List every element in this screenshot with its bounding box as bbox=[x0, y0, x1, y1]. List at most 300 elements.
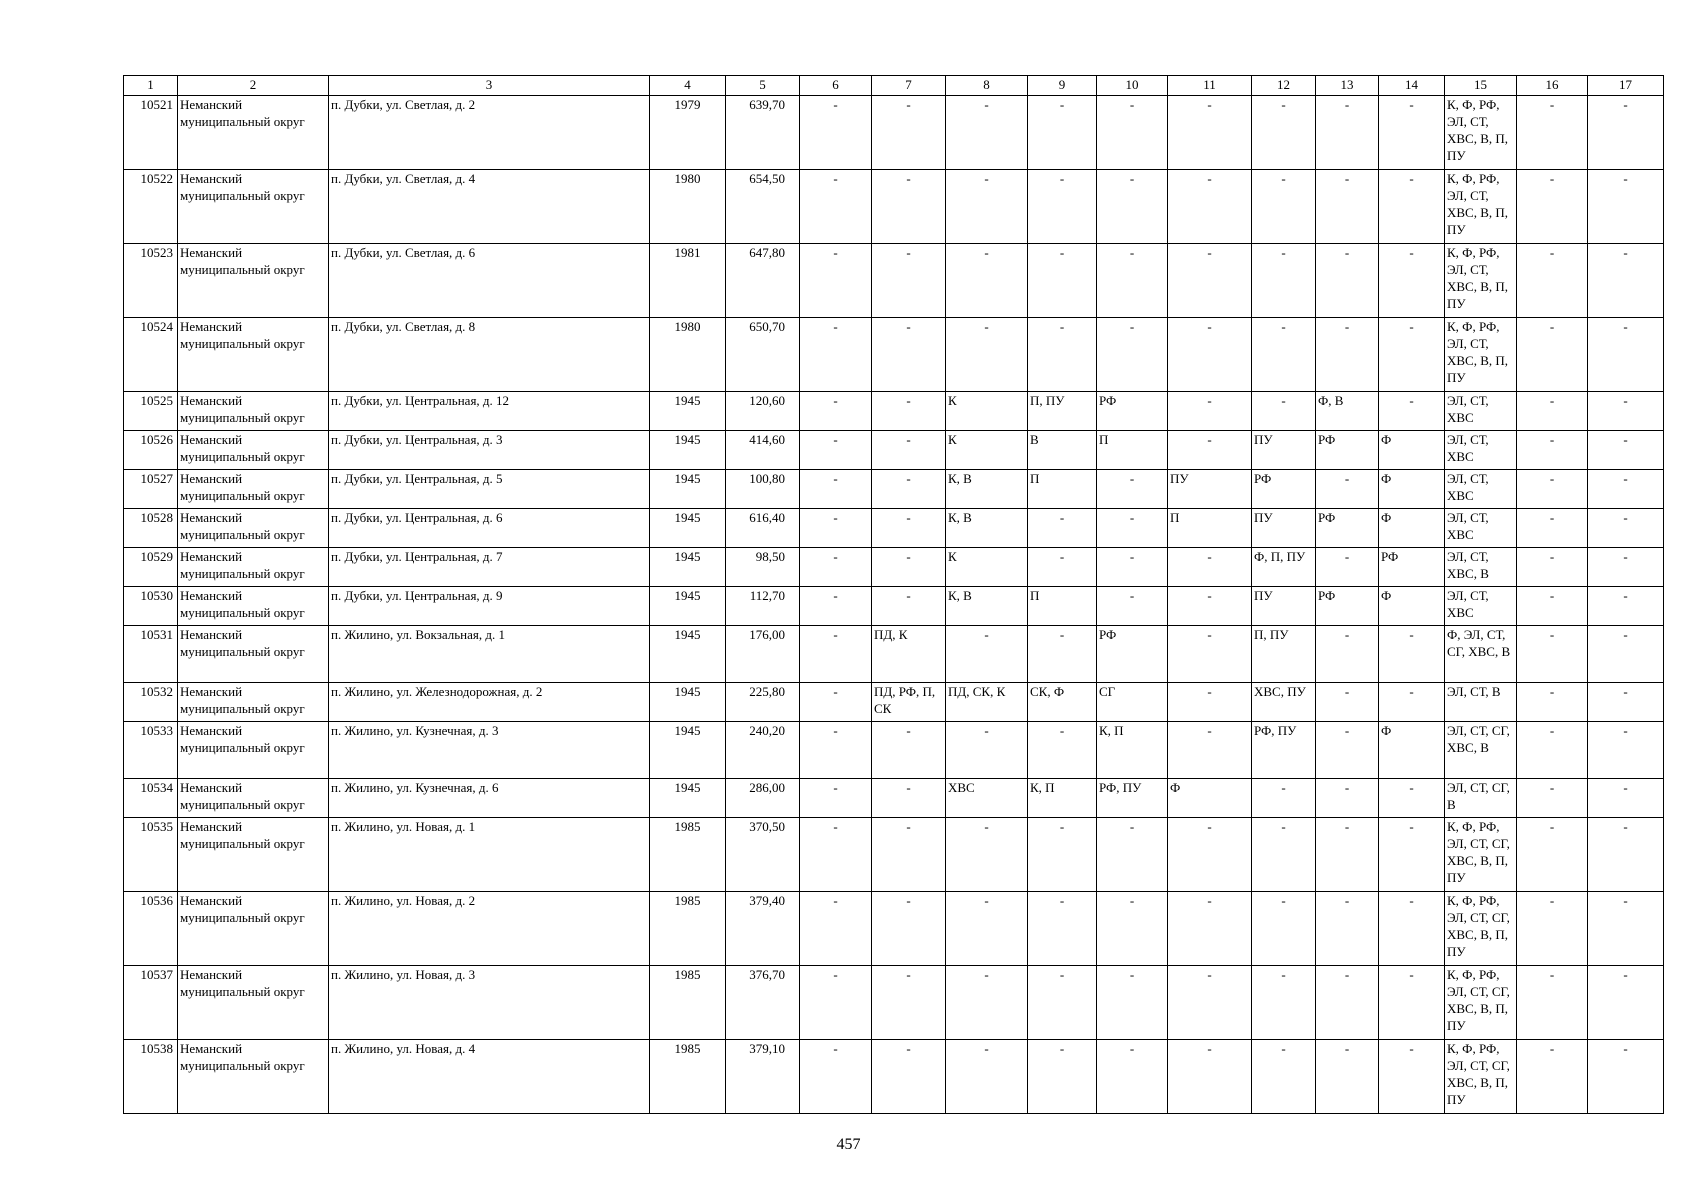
cell-address: п. Жилино, ул. Кузнечная, д. 6 bbox=[329, 779, 650, 818]
cell-record-number: 10529 bbox=[124, 548, 178, 587]
cell-col-10: - bbox=[1097, 96, 1168, 170]
cell-year-built: 1985 bbox=[650, 818, 726, 892]
header-col-11: 11 bbox=[1168, 76, 1252, 96]
cell-col-6: - bbox=[800, 892, 872, 966]
cell-col-13: - bbox=[1316, 1040, 1379, 1114]
cell-col-10: - bbox=[1097, 548, 1168, 587]
cell-col-13: Ф, В bbox=[1316, 392, 1379, 431]
cell-col-15: ЭЛ, СТ, ХВС bbox=[1445, 587, 1517, 626]
cell-col-13: - bbox=[1316, 966, 1379, 1040]
header-col-3: 3 bbox=[329, 76, 650, 96]
cell-col-17: - bbox=[1588, 509, 1664, 548]
cell-col-8: К bbox=[946, 431, 1028, 470]
cell-year-built: 1945 bbox=[650, 587, 726, 626]
cell-col-11: - bbox=[1168, 1040, 1252, 1114]
header-col-15: 15 bbox=[1445, 76, 1517, 96]
cell-col-6: - bbox=[800, 96, 872, 170]
cell-col-16: - bbox=[1517, 683, 1588, 722]
cell-col-10: П bbox=[1097, 431, 1168, 470]
cell-col-10: - bbox=[1097, 1040, 1168, 1114]
cell-col-11: - bbox=[1168, 244, 1252, 318]
table-row bbox=[124, 1040, 1664, 1114]
cell-record-number: 10538 bbox=[124, 1040, 178, 1114]
cell-col-9: К, П bbox=[1028, 779, 1097, 818]
cell-col-9: П bbox=[1028, 470, 1097, 509]
cell-col-7: - bbox=[872, 509, 946, 548]
cell-col-11: ПУ bbox=[1168, 470, 1252, 509]
cell-col-6: - bbox=[800, 683, 872, 722]
cell-col-16: - bbox=[1517, 818, 1588, 892]
cell-col-15: ЭЛ, СТ, В bbox=[1445, 683, 1517, 722]
header-col-14: 14 bbox=[1379, 76, 1445, 96]
cell-col-12: ПУ bbox=[1252, 431, 1316, 470]
cell-area: 286,00 bbox=[726, 779, 800, 818]
cell-col-7: - bbox=[872, 470, 946, 509]
cell-year-built: 1945 bbox=[650, 509, 726, 548]
cell-col-10: - bbox=[1097, 170, 1168, 244]
cell-col-9: - bbox=[1028, 318, 1097, 392]
cell-area: 240,20 bbox=[726, 722, 800, 779]
cell-col-15: Ф, ЭЛ, СТ, СГ, ХВС, В bbox=[1445, 626, 1517, 683]
cell-record-number: 10521 bbox=[124, 96, 178, 170]
table-row bbox=[124, 626, 1664, 683]
cell-col-6: - bbox=[800, 548, 872, 587]
cell-col-6: - bbox=[800, 779, 872, 818]
cell-address: п. Жилино, ул. Новая, д. 3 bbox=[329, 966, 650, 1040]
cell-area: 98,50 bbox=[726, 548, 800, 587]
cell-year-built: 1945 bbox=[650, 683, 726, 722]
cell-area: 654,50 bbox=[726, 170, 800, 244]
cell-col-12: - bbox=[1252, 96, 1316, 170]
cell-col-9: - bbox=[1028, 1040, 1097, 1114]
cell-col-13: - bbox=[1316, 626, 1379, 683]
cell-col-15: ЭЛ, СТ, ХВС bbox=[1445, 392, 1517, 431]
cell-col-17: - bbox=[1588, 548, 1664, 587]
page-number: 457 bbox=[836, 1136, 861, 1153]
cell-col-8: ХВС bbox=[946, 779, 1028, 818]
cell-col-7: - bbox=[872, 431, 946, 470]
cell-col-16: - bbox=[1517, 170, 1588, 244]
cell-municipality: Неманский муниципальный округ bbox=[178, 587, 329, 626]
cell-col-17: - bbox=[1588, 683, 1664, 722]
cell-col-15: К, Ф, РФ, ЭЛ, СТ, СГ, ХВС, В, П, ПУ bbox=[1445, 966, 1517, 1040]
cell-col-15: К, Ф, РФ, ЭЛ, СТ, ХВС, В, П, ПУ bbox=[1445, 244, 1517, 318]
cell-col-11: - bbox=[1168, 431, 1252, 470]
cell-col-14: - bbox=[1379, 318, 1445, 392]
table-row bbox=[124, 318, 1664, 392]
cell-area: 370,50 bbox=[726, 818, 800, 892]
header-col-12: 12 bbox=[1252, 76, 1316, 96]
cell-col-9: - bbox=[1028, 244, 1097, 318]
cell-col-9: П, ПУ bbox=[1028, 392, 1097, 431]
cell-col-11: - bbox=[1168, 683, 1252, 722]
cell-col-8: К, В bbox=[946, 509, 1028, 548]
cell-col-7: - bbox=[872, 96, 946, 170]
table-row bbox=[124, 244, 1664, 318]
cell-year-built: 1985 bbox=[650, 892, 726, 966]
table-row bbox=[124, 392, 1664, 431]
cell-col-13: - bbox=[1316, 318, 1379, 392]
cell-area: 225,80 bbox=[726, 683, 800, 722]
cell-col-10: - bbox=[1097, 318, 1168, 392]
cell-col-7: - bbox=[872, 779, 946, 818]
cell-col-10: К, П bbox=[1097, 722, 1168, 779]
cell-record-number: 10528 bbox=[124, 509, 178, 548]
cell-col-8: - bbox=[946, 626, 1028, 683]
cell-col-8: К bbox=[946, 548, 1028, 587]
cell-col-17: - bbox=[1588, 470, 1664, 509]
cell-col-17: - bbox=[1588, 431, 1664, 470]
table-row bbox=[124, 683, 1664, 722]
cell-address: п. Жилино, ул. Новая, д. 1 bbox=[329, 818, 650, 892]
cell-address: п. Дубки, ул. Центральная, д. 3 bbox=[329, 431, 650, 470]
cell-col-11: - bbox=[1168, 548, 1252, 587]
cell-col-10: СГ bbox=[1097, 683, 1168, 722]
cell-col-17: - bbox=[1588, 779, 1664, 818]
cell-col-14: Ф bbox=[1379, 722, 1445, 779]
cell-col-16: - bbox=[1517, 392, 1588, 431]
cell-col-7: - bbox=[872, 818, 946, 892]
cell-col-16: - bbox=[1517, 431, 1588, 470]
table-row bbox=[124, 966, 1664, 1040]
table-row bbox=[124, 779, 1664, 818]
cell-col-17: - bbox=[1588, 892, 1664, 966]
cell-col-13: - bbox=[1316, 683, 1379, 722]
cell-year-built: 1985 bbox=[650, 966, 726, 1040]
cell-col-15: ЭЛ, СТ, СГ, ХВС, В bbox=[1445, 722, 1517, 779]
cell-year-built: 1945 bbox=[650, 431, 726, 470]
header-col-10: 10 bbox=[1097, 76, 1168, 96]
cell-address: п. Дубки, ул. Центральная, д. 6 bbox=[329, 509, 650, 548]
cell-col-13: - bbox=[1316, 548, 1379, 587]
cell-col-12: - bbox=[1252, 892, 1316, 966]
cell-col-15: К, Ф, РФ, ЭЛ, СТ, ХВС, В, П, ПУ bbox=[1445, 170, 1517, 244]
cell-col-14: РФ bbox=[1379, 548, 1445, 587]
cell-col-14: - bbox=[1379, 892, 1445, 966]
header-col-2: 2 bbox=[178, 76, 329, 96]
cell-col-11: П bbox=[1168, 509, 1252, 548]
cell-col-6: - bbox=[800, 392, 872, 431]
cell-col-15: ЭЛ, СТ, ХВС, В bbox=[1445, 548, 1517, 587]
cell-col-14: - bbox=[1379, 392, 1445, 431]
cell-col-14: - bbox=[1379, 626, 1445, 683]
cell-address: п. Жилино, ул. Железнодорожная, д. 2 bbox=[329, 683, 650, 722]
cell-address: п. Жилино, ул. Кузнечная, д. 3 bbox=[329, 722, 650, 779]
cell-col-11: Ф bbox=[1168, 779, 1252, 818]
cell-col-6: - bbox=[800, 626, 872, 683]
cell-col-16: - bbox=[1517, 244, 1588, 318]
cell-col-12: Ф, П, ПУ bbox=[1252, 548, 1316, 587]
cell-address: п. Дубки, ул. Центральная, д. 12 bbox=[329, 392, 650, 431]
cell-area: 100,80 bbox=[726, 470, 800, 509]
cell-municipality: Неманский муниципальный округ bbox=[178, 626, 329, 683]
cell-col-9: П bbox=[1028, 587, 1097, 626]
cell-col-6: - bbox=[800, 966, 872, 1040]
cell-col-10: - bbox=[1097, 818, 1168, 892]
cell-address: п. Дубки, ул. Светлая, д. 8 bbox=[329, 318, 650, 392]
cell-col-11: - bbox=[1168, 892, 1252, 966]
cell-col-12: РФ, ПУ bbox=[1252, 722, 1316, 779]
cell-col-13: - bbox=[1316, 779, 1379, 818]
table-row bbox=[124, 170, 1664, 244]
cell-record-number: 10523 bbox=[124, 244, 178, 318]
cell-col-16: - bbox=[1517, 587, 1588, 626]
cell-col-14: - bbox=[1379, 170, 1445, 244]
cell-col-15: ЭЛ, СТ, ХВС bbox=[1445, 431, 1517, 470]
cell-area: 650,70 bbox=[726, 318, 800, 392]
cell-col-14: - bbox=[1379, 96, 1445, 170]
cell-col-15: ЭЛ, СТ, ХВС bbox=[1445, 509, 1517, 548]
cell-col-16: - bbox=[1517, 966, 1588, 1040]
cell-col-15: К, Ф, РФ, ЭЛ, СТ, ХВС, В, П, ПУ bbox=[1445, 96, 1517, 170]
cell-col-14: - bbox=[1379, 779, 1445, 818]
cell-col-9: - bbox=[1028, 170, 1097, 244]
cell-col-9: - bbox=[1028, 722, 1097, 779]
cell-col-17: - bbox=[1588, 722, 1664, 779]
cell-record-number: 10525 bbox=[124, 392, 178, 431]
cell-col-10: РФ bbox=[1097, 626, 1168, 683]
cell-col-16: - bbox=[1517, 892, 1588, 966]
cell-year-built: 1945 bbox=[650, 548, 726, 587]
cell-col-10: - bbox=[1097, 509, 1168, 548]
cell-col-8: - bbox=[946, 170, 1028, 244]
cell-municipality: Неманский муниципальный округ bbox=[178, 892, 329, 966]
cell-col-7: - bbox=[872, 587, 946, 626]
cell-col-17: - bbox=[1588, 392, 1664, 431]
cell-col-13: - bbox=[1316, 470, 1379, 509]
header-row bbox=[124, 76, 1664, 96]
cell-col-13: - bbox=[1316, 244, 1379, 318]
cell-area: 379,40 bbox=[726, 892, 800, 966]
cell-col-15: К, Ф, РФ, ЭЛ, СТ, ХВС, В, П, ПУ bbox=[1445, 318, 1517, 392]
header-col-8: 8 bbox=[946, 76, 1028, 96]
cell-municipality: Неманский муниципальный округ bbox=[178, 683, 329, 722]
cell-col-16: - bbox=[1517, 318, 1588, 392]
cell-col-14: Ф bbox=[1379, 431, 1445, 470]
header-col-13: 13 bbox=[1316, 76, 1379, 96]
cell-col-11: - bbox=[1168, 318, 1252, 392]
cell-col-17: - bbox=[1588, 96, 1664, 170]
cell-col-9: - bbox=[1028, 96, 1097, 170]
registry-table bbox=[123, 75, 1664, 1114]
cell-year-built: 1981 bbox=[650, 244, 726, 318]
cell-municipality: Неманский муниципальный округ bbox=[178, 318, 329, 392]
cell-col-8: К, В bbox=[946, 470, 1028, 509]
cell-col-9: - bbox=[1028, 548, 1097, 587]
cell-col-17: - bbox=[1588, 818, 1664, 892]
cell-municipality: Неманский муниципальный округ bbox=[178, 470, 329, 509]
table-body bbox=[124, 96, 1664, 1114]
table-row bbox=[124, 587, 1664, 626]
cell-col-10: - bbox=[1097, 244, 1168, 318]
cell-address: п. Жилино, ул. Вокзальная, д. 1 bbox=[329, 626, 650, 683]
cell-col-14: - bbox=[1379, 683, 1445, 722]
cell-col-7: - bbox=[872, 170, 946, 244]
header-col-1: 1 bbox=[124, 76, 178, 96]
cell-col-11: - bbox=[1168, 96, 1252, 170]
cell-record-number: 10534 bbox=[124, 779, 178, 818]
cell-address: п. Дубки, ул. Центральная, д. 7 bbox=[329, 548, 650, 587]
cell-col-8: - bbox=[946, 818, 1028, 892]
cell-col-10: РФ, ПУ bbox=[1097, 779, 1168, 818]
cell-col-6: - bbox=[800, 244, 872, 318]
cell-col-16: - bbox=[1517, 509, 1588, 548]
cell-area: 647,80 bbox=[726, 244, 800, 318]
cell-col-6: - bbox=[800, 509, 872, 548]
cell-year-built: 1945 bbox=[650, 626, 726, 683]
cell-col-8: - bbox=[946, 1040, 1028, 1114]
cell-record-number: 10537 bbox=[124, 966, 178, 1040]
cell-col-16: - bbox=[1517, 779, 1588, 818]
cell-col-16: - bbox=[1517, 626, 1588, 683]
cell-col-6: - bbox=[800, 470, 872, 509]
cell-address: п. Дубки, ул. Центральная, д. 5 bbox=[329, 470, 650, 509]
cell-col-7: - bbox=[872, 892, 946, 966]
table-row bbox=[124, 722, 1664, 779]
cell-year-built: 1980 bbox=[650, 170, 726, 244]
cell-address: п. Жилино, ул. Новая, д. 2 bbox=[329, 892, 650, 966]
cell-col-12: П, ПУ bbox=[1252, 626, 1316, 683]
cell-col-8: К bbox=[946, 392, 1028, 431]
cell-col-13: - bbox=[1316, 818, 1379, 892]
cell-col-8: - bbox=[946, 244, 1028, 318]
cell-col-12: - bbox=[1252, 818, 1316, 892]
cell-col-11: - bbox=[1168, 722, 1252, 779]
cell-col-9: В bbox=[1028, 431, 1097, 470]
cell-col-16: - bbox=[1517, 1040, 1588, 1114]
cell-col-13: - bbox=[1316, 892, 1379, 966]
cell-col-11: - bbox=[1168, 587, 1252, 626]
cell-col-6: - bbox=[800, 818, 872, 892]
header-col-5: 5 bbox=[726, 76, 800, 96]
cell-col-14: - bbox=[1379, 1040, 1445, 1114]
cell-year-built: 1945 bbox=[650, 470, 726, 509]
cell-col-11: - bbox=[1168, 966, 1252, 1040]
cell-col-12: - bbox=[1252, 244, 1316, 318]
table-row bbox=[124, 509, 1664, 548]
cell-col-6: - bbox=[800, 722, 872, 779]
cell-area: 120,60 bbox=[726, 392, 800, 431]
cell-municipality: Неманский муниципальный округ bbox=[178, 431, 329, 470]
cell-col-15: К, Ф, РФ, ЭЛ, СТ, СГ, ХВС, В, П, ПУ bbox=[1445, 1040, 1517, 1114]
cell-col-7: - bbox=[872, 318, 946, 392]
cell-col-8: ПД, СК, К bbox=[946, 683, 1028, 722]
cell-area: 414,60 bbox=[726, 431, 800, 470]
cell-col-10: РФ bbox=[1097, 392, 1168, 431]
cell-municipality: Неманский муниципальный округ bbox=[178, 818, 329, 892]
cell-col-7: - bbox=[872, 244, 946, 318]
table-row bbox=[124, 96, 1664, 170]
cell-col-16: - bbox=[1517, 548, 1588, 587]
header-col-9: 9 bbox=[1028, 76, 1097, 96]
cell-record-number: 10536 bbox=[124, 892, 178, 966]
cell-col-14: Ф bbox=[1379, 470, 1445, 509]
cell-municipality: Неманский муниципальный округ bbox=[178, 170, 329, 244]
cell-year-built: 1945 bbox=[650, 392, 726, 431]
table-row bbox=[124, 431, 1664, 470]
cell-col-14: - bbox=[1379, 818, 1445, 892]
cell-record-number: 10522 bbox=[124, 170, 178, 244]
cell-address: п. Дубки, ул. Светлая, д. 2 bbox=[329, 96, 650, 170]
cell-municipality: Неманский муниципальный округ bbox=[178, 509, 329, 548]
cell-address: п. Дубки, ул. Центральная, д. 9 bbox=[329, 587, 650, 626]
table-row bbox=[124, 892, 1664, 966]
cell-col-13: РФ bbox=[1316, 431, 1379, 470]
cell-col-11: - bbox=[1168, 392, 1252, 431]
cell-area: 616,40 bbox=[726, 509, 800, 548]
cell-col-17: - bbox=[1588, 966, 1664, 1040]
cell-col-9: - bbox=[1028, 626, 1097, 683]
cell-area: 376,70 bbox=[726, 966, 800, 1040]
cell-col-10: - bbox=[1097, 892, 1168, 966]
cell-record-number: 10527 bbox=[124, 470, 178, 509]
cell-year-built: 1979 bbox=[650, 96, 726, 170]
cell-col-12: - bbox=[1252, 779, 1316, 818]
header-col-4: 4 bbox=[650, 76, 726, 96]
cell-col-12: - bbox=[1252, 318, 1316, 392]
header-col-6: 6 bbox=[800, 76, 872, 96]
cell-col-6: - bbox=[800, 318, 872, 392]
cell-col-9: - bbox=[1028, 818, 1097, 892]
cell-col-13: - bbox=[1316, 170, 1379, 244]
cell-col-12: ПУ bbox=[1252, 509, 1316, 548]
cell-municipality: Неманский муниципальный округ bbox=[178, 779, 329, 818]
cell-col-11: - bbox=[1168, 170, 1252, 244]
cell-record-number: 10535 bbox=[124, 818, 178, 892]
cell-col-15: ЭЛ, СТ, ХВС bbox=[1445, 470, 1517, 509]
cell-col-11: - bbox=[1168, 818, 1252, 892]
cell-address: п. Жилино, ул. Новая, д. 4 bbox=[329, 1040, 650, 1114]
cell-col-13: РФ bbox=[1316, 587, 1379, 626]
cell-col-13: РФ bbox=[1316, 509, 1379, 548]
cell-address: п. Дубки, ул. Светлая, д. 6 bbox=[329, 244, 650, 318]
cell-col-12: - bbox=[1252, 1040, 1316, 1114]
header-col-16: 16 bbox=[1517, 76, 1588, 96]
cell-address: п. Дубки, ул. Светлая, д. 4 bbox=[329, 170, 650, 244]
cell-col-8: - bbox=[946, 892, 1028, 966]
cell-col-17: - bbox=[1588, 626, 1664, 683]
cell-area: 639,70 bbox=[726, 96, 800, 170]
table-row bbox=[124, 548, 1664, 587]
cell-record-number: 10526 bbox=[124, 431, 178, 470]
cell-record-number: 10531 bbox=[124, 626, 178, 683]
cell-col-14: Ф bbox=[1379, 509, 1445, 548]
cell-col-12: ПУ bbox=[1252, 587, 1316, 626]
cell-col-16: - bbox=[1517, 470, 1588, 509]
cell-col-16: - bbox=[1517, 96, 1588, 170]
cell-col-17: - bbox=[1588, 1040, 1664, 1114]
cell-record-number: 10532 bbox=[124, 683, 178, 722]
cell-col-12: - bbox=[1252, 966, 1316, 1040]
cell-col-8: - bbox=[946, 318, 1028, 392]
cell-col-6: - bbox=[800, 1040, 872, 1114]
cell-col-8: - bbox=[946, 722, 1028, 779]
cell-col-15: К, Ф, РФ, ЭЛ, СТ, СГ, ХВС, В, П, ПУ bbox=[1445, 892, 1517, 966]
cell-col-17: - bbox=[1588, 170, 1664, 244]
cell-area: 112,70 bbox=[726, 587, 800, 626]
cell-col-12: - bbox=[1252, 170, 1316, 244]
cell-col-9: СК, Ф bbox=[1028, 683, 1097, 722]
cell-area: 379,10 bbox=[726, 1040, 800, 1114]
cell-col-12: РФ bbox=[1252, 470, 1316, 509]
cell-col-6: - bbox=[800, 587, 872, 626]
header-col-7: 7 bbox=[872, 76, 946, 96]
cell-col-7: - bbox=[872, 1040, 946, 1114]
cell-municipality: Неманский муниципальный округ bbox=[178, 966, 329, 1040]
header-col-17: 17 bbox=[1588, 76, 1664, 96]
cell-year-built: 1985 bbox=[650, 1040, 726, 1114]
cell-col-12: - bbox=[1252, 392, 1316, 431]
